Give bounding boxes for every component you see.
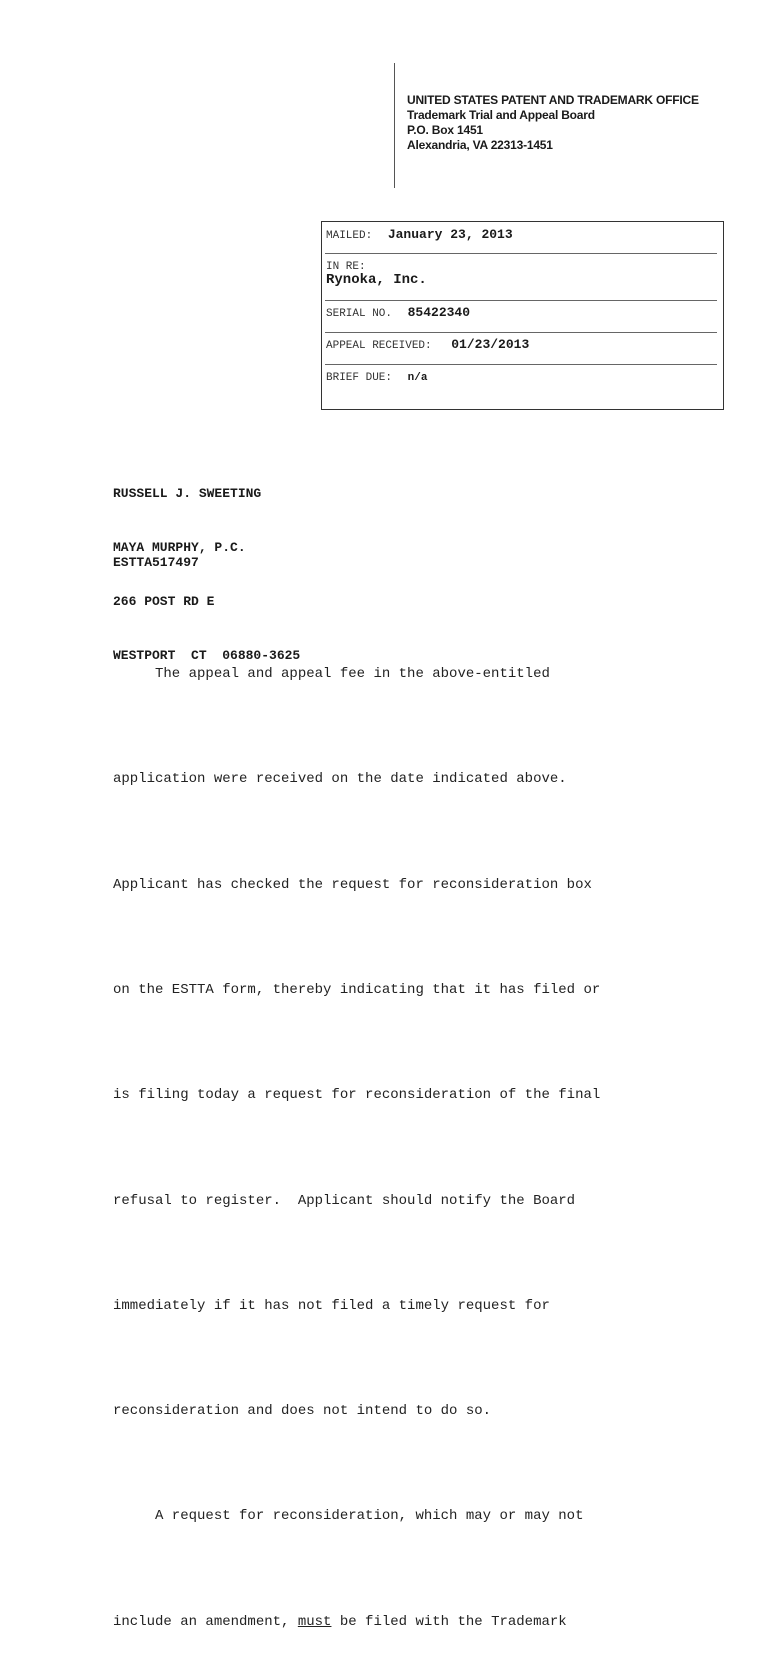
office-address-block — [407, 93, 699, 153]
separator-line — [325, 332, 717, 333]
body-line: reconsideration and does not intend to do so. — [113, 1403, 492, 1420]
brief-label: BRIEF DUE: — [326, 372, 393, 384]
body-text-segment: include an amendment, — [113, 1613, 298, 1630]
mailed-label: MAILED: — [326, 230, 373, 242]
address-line: MAYA MURPHY, P.C. — [113, 540, 246, 555]
header-divider-line — [394, 63, 395, 188]
inre-value-row — [326, 270, 427, 288]
address-line: 266 POST RD E — [113, 594, 215, 609]
body-line: A request for reconsideration, which may or may not — [113, 1508, 584, 1525]
mailed-row — [326, 225, 513, 243]
office-city: Alexandria, VA 22313-1451 — [407, 138, 553, 152]
separator-line — [325, 364, 717, 365]
brief-value: n/a — [407, 372, 428, 384]
inre-label: IN RE: — [326, 261, 366, 273]
estta-reference: ESTTA517497 — [113, 555, 199, 570]
mailed-value: January 23, 2013 — [387, 227, 513, 242]
serial-row — [326, 303, 470, 321]
body-line: is filing today a request for reconsideration of the final — [113, 1087, 601, 1104]
mailing-info-box — [321, 221, 724, 410]
address-line: WESTPORT CT 06880-3625 — [113, 648, 301, 663]
letter-body — [113, 587, 600, 1675]
office-name: UNITED STATES PATENT AND TRADEMARK OFFICE — [407, 93, 699, 107]
body-line: application were received on the date indicated above. — [113, 771, 567, 788]
address-line: RUSSELL J. SWEETING — [113, 486, 262, 501]
serial-label: SERIAL NO. — [326, 308, 393, 320]
serial-value: 85422340 — [407, 305, 471, 320]
body-line: refusal to register. Applicant should notify the Board — [113, 1192, 576, 1209]
emphasis-must: must — [297, 1613, 332, 1630]
separator-line — [325, 253, 717, 254]
body-line: on the ESTTA form, thereby indicating that it has filed or — [113, 982, 601, 999]
brief-row — [326, 367, 427, 385]
body-text-segment: be filed with the Trademark — [331, 1613, 567, 1630]
body-line: Applicant has checked the request for reconsideration box — [113, 876, 592, 893]
appeal-value: 01/23/2013 — [451, 337, 530, 352]
body-line: immediately if it has not filed a timely request for — [113, 1297, 550, 1314]
office-board: Trademark Trial and Appeal Board — [407, 108, 595, 122]
inre-value: Rynoka, Inc. — [326, 272, 427, 288]
office-pobox: P.O. Box 1451 — [407, 123, 483, 137]
body-line: The appeal and appeal fee in the above-entitled — [113, 666, 550, 683]
appeal-row — [326, 335, 529, 353]
body-line — [113, 1605, 600, 1640]
separator-line — [325, 300, 717, 301]
appeal-label: APPEAL RECEIVED: — [326, 340, 432, 352]
